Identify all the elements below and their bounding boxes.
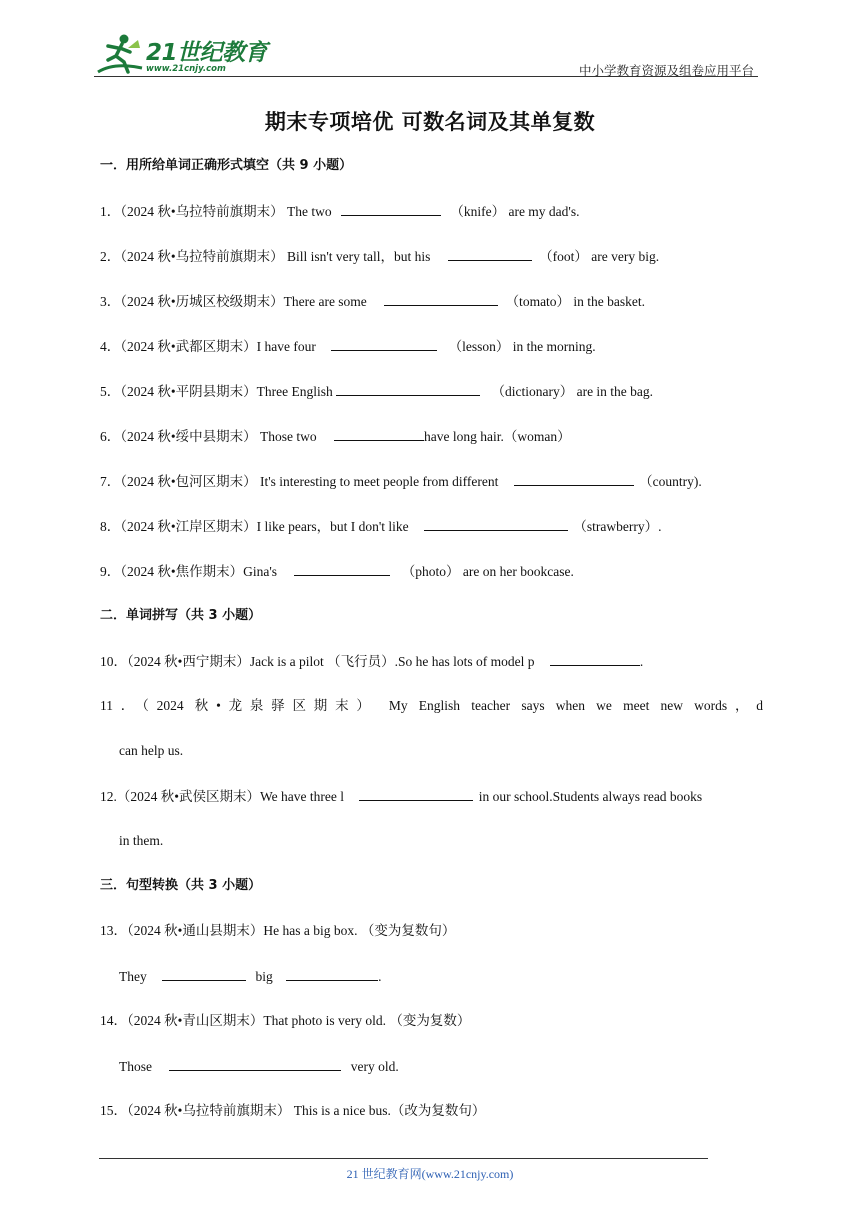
question-5 [100, 382, 653, 401]
question-text: 5．（2024 秋•平阴县期末）Three English [100, 384, 333, 399]
question-3 [100, 292, 645, 311]
question-9 [100, 562, 574, 581]
question-6 [100, 427, 571, 446]
question-text: 2．（2024 秋•乌拉特前旗期末） Bill isn't very tall，but his [100, 249, 434, 264]
question-1 [100, 202, 580, 221]
footer-divider [99, 1158, 708, 1159]
question-text: 7．（2024 秋•包河区期末） It's interesting to meet people from different [100, 474, 502, 489]
answer-text: They [119, 969, 151, 984]
question-14: 14．（2024 秋•青山区期末）That photo is very old. （变为复数） [100, 1013, 471, 1028]
question-text: （strawberry）. [573, 519, 662, 534]
answer-blank[interactable] [384, 292, 498, 306]
section-heading: 一．用所给单词正确形式填空（共 9 小题） [100, 158, 353, 173]
page-footer: 21 世纪教育网(www.21cnjy.com) [346, 1167, 514, 1181]
runner-logo-icon [94, 32, 146, 78]
question-12 [100, 787, 702, 806]
question-text: 9．（2024 秋•焦作期末）Gina's [100, 564, 281, 579]
question-text: 6．（2024 秋•绥中县期末） Those two [100, 429, 320, 444]
question-11-continued: can help us. [119, 743, 184, 758]
answer-blank[interactable] [424, 517, 568, 531]
question-text: 4．（2024 秋•武都区期末）I have four [100, 339, 320, 354]
logo-text: 21世纪教育 [146, 40, 268, 66]
question-text: 12.（2024 秋•武侯区期末）We have three l [100, 789, 348, 804]
answer-text: very old. [350, 1059, 399, 1074]
question-13: 13．（2024 秋•通山县期末）He has a big box. （变为复数句） [100, 923, 456, 938]
question-15: 15．（2024 秋•乌拉特前旗期末） This is a nice bus.（改为复数句） [100, 1103, 486, 1118]
answer-text: Those [119, 1059, 156, 1074]
question-text: 3．（2024 秋•历城区校级期末）There are some [100, 294, 371, 309]
question-text: have long hair.（woman） [423, 429, 571, 444]
page-title: 期末专项培优 可数名词及其单复数 [264, 109, 596, 134]
question-8 [100, 517, 661, 536]
answer-blank[interactable] [294, 562, 390, 576]
question-text: 8．（2024 秋•江岸区期末）I like pears，but I don't like [100, 519, 412, 534]
question-text: . [639, 654, 644, 669]
question-7 [100, 472, 702, 491]
question-text: （lesson） in the morning. [448, 339, 596, 354]
question-text: （country). [639, 474, 702, 489]
answer-blank[interactable] [359, 787, 473, 801]
answer-blank[interactable] [448, 247, 532, 261]
section-heading: 二．单词拼写（共 3 小题） [100, 608, 262, 623]
question-11: 11．（2024 秋•龙泉驿区期末） My English teacher says when we meet new words，d [100, 698, 763, 713]
question-4 [100, 337, 596, 356]
platform-name: 中小学教育资源及组卷应用平台 [578, 64, 754, 78]
question-text: （tomato） in the basket. [505, 294, 646, 309]
answer-blank[interactable] [550, 652, 640, 666]
header-divider [94, 76, 758, 77]
question-text: （knife） are my dad's. [450, 204, 580, 219]
question-text: in our school.Students always read books [478, 789, 703, 804]
question-text: （dictionary） are in the bag. [491, 384, 654, 399]
answer-blank[interactable] [162, 967, 246, 981]
question-text: 1．（2024 秋•乌拉特前旗期末） The two [100, 204, 335, 219]
page-header [94, 30, 758, 78]
answer-blank[interactable] [286, 967, 378, 981]
answer-blank[interactable] [169, 1057, 341, 1071]
logo-url: www.21cnjy.com [146, 64, 226, 74]
logo [94, 30, 268, 78]
answer-blank[interactable] [341, 202, 441, 216]
answer-blank[interactable] [514, 472, 634, 486]
question-14-answer [119, 1057, 399, 1076]
answer-blank[interactable] [331, 337, 437, 351]
answer-text: big [255, 969, 277, 984]
answer-blank[interactable] [334, 427, 424, 441]
answer-text: . [378, 969, 382, 984]
question-text: （photo） are on her bookcase. [401, 564, 574, 579]
question-2 [100, 247, 659, 266]
question-text: （foot） are very big. [539, 249, 660, 264]
question-text: 10．（2024 秋•西宁期末）Jack is a pilot （飞行员）.So he has lots of model p [100, 654, 538, 669]
question-10 [100, 652, 643, 671]
answer-blank[interactable] [336, 382, 480, 396]
question-13-answer [119, 967, 382, 986]
section-heading: 三．句型转换（共 3 小题） [100, 878, 262, 893]
question-12-continued: in them. [119, 833, 164, 848]
